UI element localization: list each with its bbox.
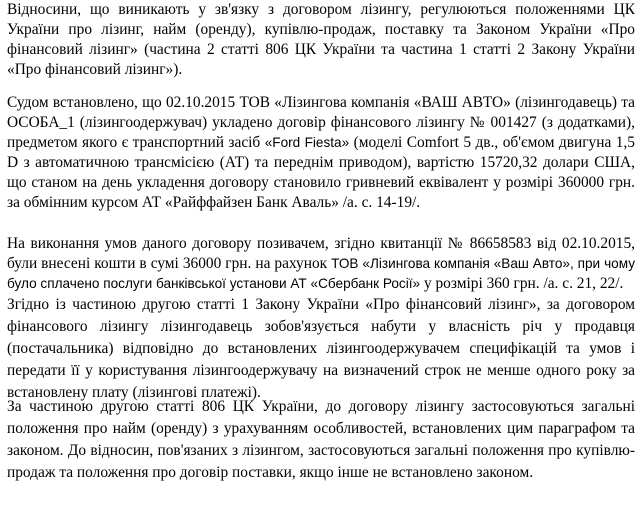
paragraph-payment-made [7,234,635,294]
paragraph-court-established-text-1: Судом встановлено, що 02.10.2015 ТОВ «Лізингова компанія «ВАШ АВТО» (лізингодавець) та ОСОБА_1 (лізингоодержувач) укладено договір фінансового лізингу № 001427 (з додатками), предметом якого є транспортний засіб [7,94,635,151]
vehicle-model-name: «Ford Fiesta» [264,135,350,150]
paragraph-payment-made-text-2: у розмірі 360 грн. /а. с. 21, 22/. [420,275,624,292]
paragraph-payment-made-text-1: На виконання умов даного договору позивачем, згідно квитанції № 86658583 від 02.10.2015, були внесені кошти в сумі 36000 грн. на рахунок [7,235,635,272]
paragraph-law-article-1: Згідно із частиною другою статті 1 Закону України «Про фінансовий лізинг», за договором фінансового лізингу лізингодавець зобов'язується набути у власність річ у продавця (постачальника) відповідно до встановлених лізингоодержувачем специфікацій та умов і передати її у користування лізингоодержувачу на визначений строк не менше одного року за встановлену плату (лізингові платежі). [7,296,635,401]
paragraph-court-established-text-2: (моделі Comfort 5 дв., об'ємом двигуна 1,5 D з автоматичною трансмісією (АТ) та переднім приводом), вартістю 15720,32 долари США, що станом на день укладення договору становило гривневий еквівалент у розмірі 360000 грн. за обмінним курсом АТ «Райффайзен Банк Аваль» /а. с. 14-19/. [7,134,635,211]
paragraph-court-established [7,93,635,213]
payment-recipient-details: ТОВ «Лізингова компанія «Ваш Авто», при чому було сплачено послуги банківської установи АТ «Сбербанк Росії» [7,256,636,291]
paragraph-civil-code-806: За частиною другою статті 806 ЦК України, до договору лізингу застосовуються загальні положення про найм (оренду) з урахуванням особливостей, встановлених цим параграфом та законом. До відносин, пов'язаних з лізингом, застосовуються загальні положення про купівлю-продаж та положення про договір поставки, якщо інше не встановлено законом. [7,398,635,481]
paragraph-lease-regulation: Відносини, що виникають у зв'язку з договором лізингу, регулюються положеннями ЦК України про лізинг, найм (оренду), купівлю-продаж, поставку та Законом України «Про фінансовий лізинг» (частина 2 статті 806 ЦК України та частина 1 статті 2 Закону України «Про фінансовий лізинг»). [7,1,635,78]
